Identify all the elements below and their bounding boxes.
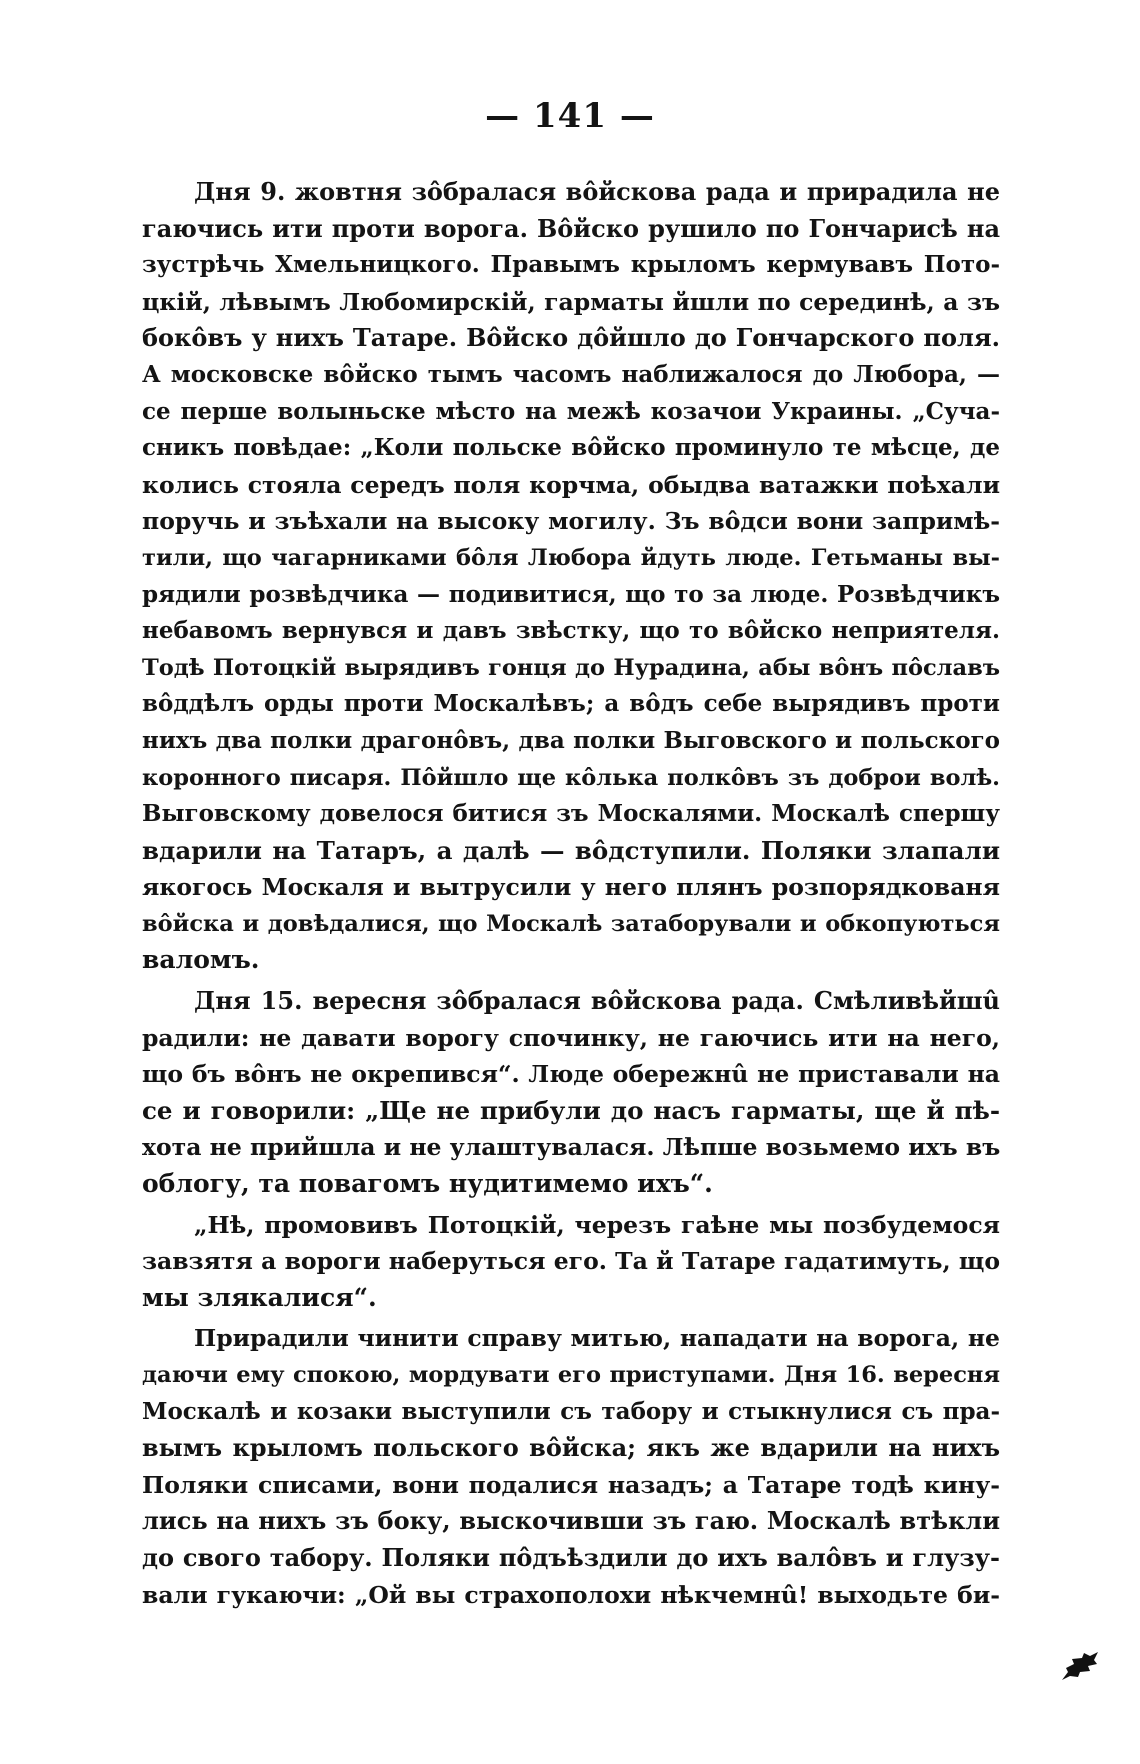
text-line: небавомъ вернувся и давъ звѣстку, що то вôйско неприятеля.	[142, 617, 1000, 645]
text-line: се перше волыньске мѣсто на межѣ козачои Украины. „Суча-	[142, 397, 1000, 425]
text-line: валомъ.	[142, 945, 260, 975]
text-line: се и говорили: „Ще не прибули до насъ гарматы, ще й пѣ-	[142, 1095, 1000, 1125]
text-line: що бъ вôнъ не окрепився“. Люде обережнû не приставали на	[142, 1060, 1000, 1089]
text-line: вали гукаючи: „Ой вы страхополохи нѣкчемнû! выходьте би-	[142, 1580, 1000, 1609]
text-line: Дня 9. жовтня зôбралася вôйскова рада и прирадила не	[194, 177, 1000, 206]
text-line: вôддѣлъ орды проти Москалѣвъ; а вôдъ себе вырядивъ проти	[142, 690, 1000, 718]
text-line: цкій, лѣвымъ Любомирскій, гарматы йшли по серединѣ, а зъ	[142, 287, 1000, 316]
text-line: тили, що чагарниками бôля Любора йдуть люде. Гетьманы вы-	[142, 544, 1000, 571]
text-line: гаючись ити проти ворога. Вôйско рушило по Гончарисѣ на	[142, 213, 1000, 243]
text-line: сникъ повѣдае: „Коли польске вôйско проминуло те мѣсце, де	[142, 434, 1000, 462]
text-line: колись стояла середъ поля корчма, обыдва ватажки поѣхали	[142, 470, 1000, 499]
text-line: поручь и зъѣхали на высоку могилу. Зъ вôдси вони запримѣ-	[142, 507, 1000, 536]
text-line: нихъ два полки драгонôвъ, два полки Выговского и польского	[142, 726, 1000, 754]
text-line: Дня 15. вересня зôбралася вôйскова рада. Смѣливѣйшû	[194, 986, 1000, 1016]
text-line: Тодѣ Потоцкій вырядивъ гонця до Нурадина, абы вôнъ пôславъ	[142, 654, 1000, 681]
text-line: якогось Москаля и вытрусили у него плянъ розпорядкованя	[142, 873, 1000, 902]
text-line: коронного писаря. Пôйшло ще кôлька полкôвъ зъ доброи волѣ.	[142, 764, 1000, 791]
text-line: лись на нихъ зъ боку, выскочивши зъ гаю. Москалѣ втѣкли	[142, 1506, 1000, 1536]
text-line: хота не прийшла и не улаштувалася. Лѣпше возьмемо ихъ въ	[142, 1133, 1001, 1162]
body-text	[142, 174, 1000, 1613]
text-line: облогу, та повагомъ нудитимемо ихъ“.	[142, 1169, 713, 1199]
text-line: А московске вôйско тымъ часомъ наближалося до Любора, —	[142, 360, 1000, 388]
ink-smudge-icon	[1060, 1650, 1100, 1682]
text-line: Прирадили чинити справу митью, нападати на ворога, не	[194, 1324, 1000, 1353]
text-line: до свого табору. Поляки пôдъѣздили до ихъ валôвъ и глузу-	[142, 1542, 1000, 1572]
text-line: бокôвъ у нихъ Татаре. Вôйско дôйшло до Гончарского поля.	[142, 323, 1000, 353]
page-number: — 141 —	[485, 96, 655, 136]
text-line: вдарили на Татаръ, а далѣ — вôдступили. Поляки злапали	[142, 835, 1000, 865]
text-line: Поляки списами, вони подалися назадъ; а Татаре тодѣ кину-	[142, 1470, 1000, 1499]
text-line: завзятя а вороги наберуться его. Та й Татаре гадатимуть, що	[142, 1247, 1000, 1276]
text-line: рядили розвѣдчика — подивитися, що то за люде. Розвѣдчикъ	[142, 580, 1000, 608]
text-line: радили: не давати ворогу спочинку, не гаючись ити на него,	[142, 1023, 1000, 1052]
text-line: „Нѣ, промовивъ Потоцкій, черезъ гаѣне мы позбудемося	[194, 1210, 1000, 1239]
text-line: зустрѣчь Хмельницкого. Правымъ крыломъ кермувавъ Пото-	[142, 251, 1000, 279]
text-line: Выговскому довелося битися зъ Москалями. Москалѣ спершу	[142, 800, 1000, 828]
text-line: мы злякалися“.	[142, 1282, 377, 1312]
text-line: вôйска и довѣдалися, що Москалѣ затаборували и обкопуються	[142, 910, 1000, 937]
text-line: Москалѣ и козаки выступили съ табору и стыкнулися съ пра-	[142, 1397, 1000, 1425]
text-line: даючи ему спокою, мордувати его приступами. Дня 16. вересня	[142, 1362, 1000, 1388]
text-line: вымъ крыломъ польского вôйска; якъ же вдарили на нихъ	[142, 1433, 1000, 1463]
